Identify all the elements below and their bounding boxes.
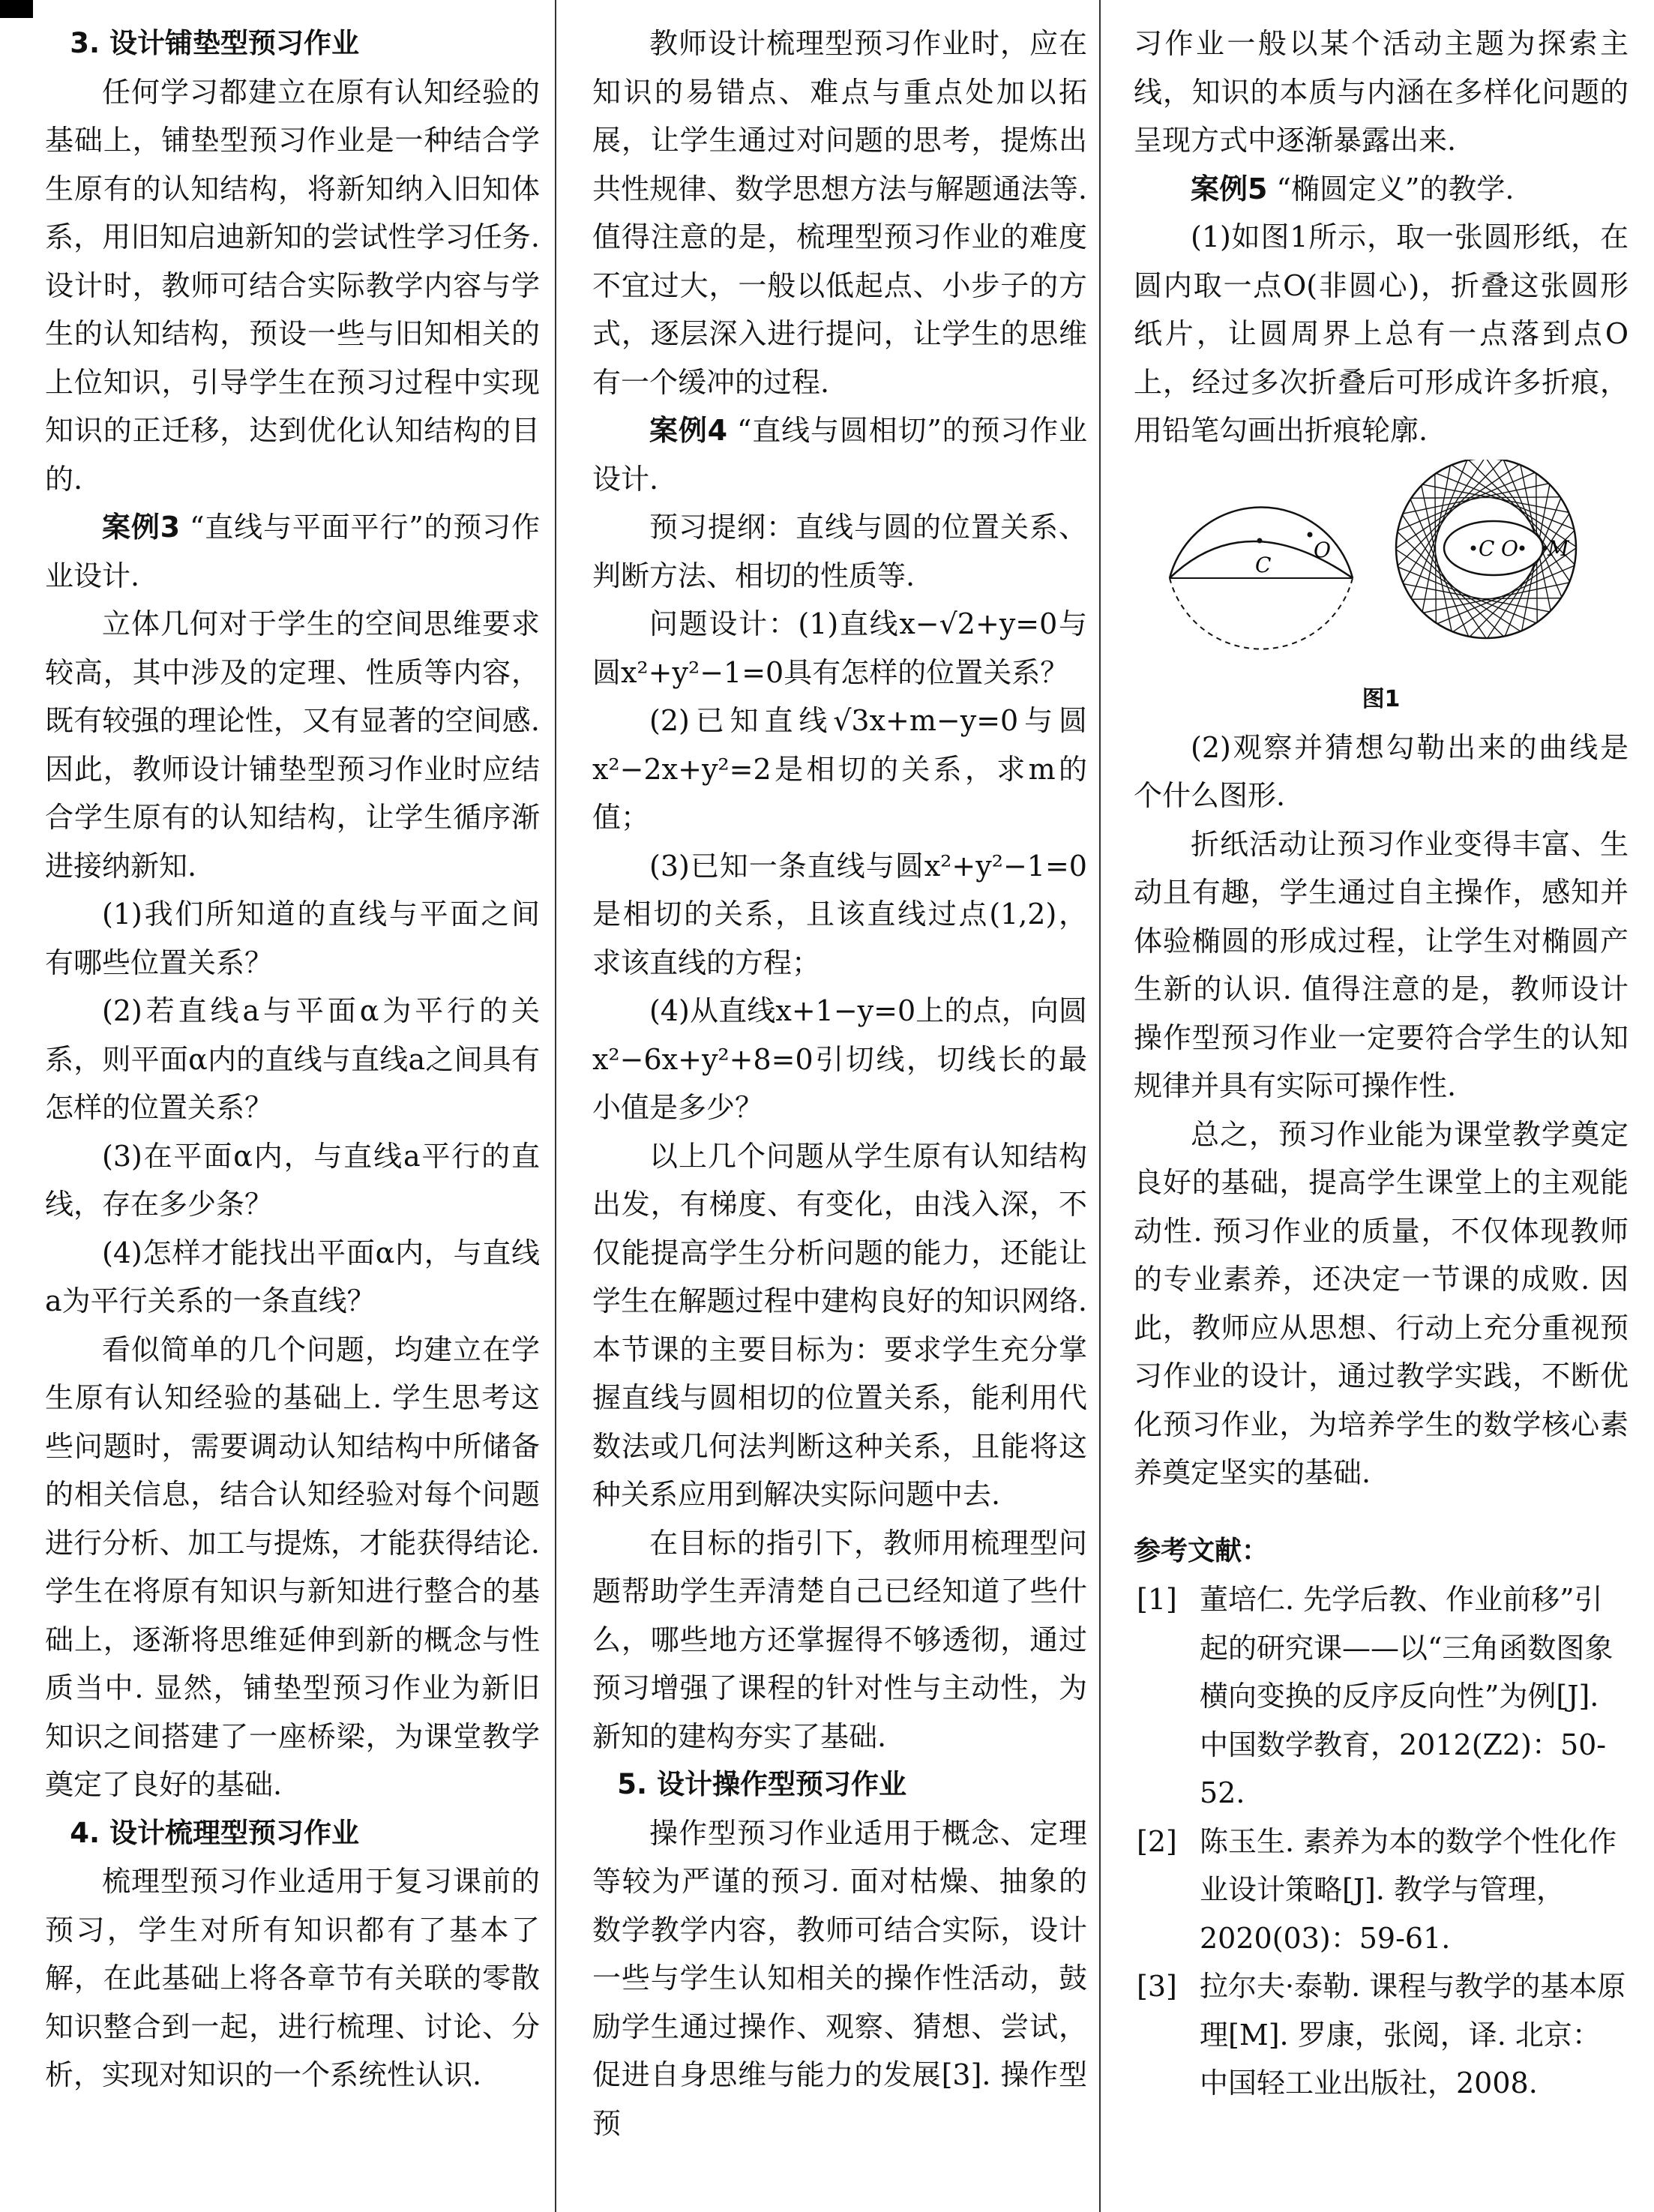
reference-text: 陈玉生. 素养为本的数学个性化作业设计策略[J]. 教学与管理，2020(03)：59-61. <box>1200 1824 1617 1955</box>
reference-item <box>1134 1818 1629 1963</box>
label-c: C <box>1255 552 1272 577</box>
step-item: (2)观察并猜想勾勒出来的曲线是个什么图形. <box>1134 730 1629 812</box>
question-item: 问题设计：(1)直线x−√2+y=0与圆x²+y²−1=0具有怎样的位置关系？ <box>592 607 1087 689</box>
reference-item <box>1134 1575 1629 1818</box>
crease-line <box>1412 598 1561 599</box>
outline-text: 预习提纲：直线与圆的位置关系、判断方法、相切的性质等. <box>592 511 1087 592</box>
question-item: (2)已知直线√3x+m−y=0与圆x²−2x+y²=2是相切的关系，求m的值； <box>592 704 1087 834</box>
step-item: (1)如图1所示，取一张圆形纸，在圆内取一点O(非圆心)，折叠这张圆形纸片，让圆周界上总有一点落到点O上，经过多次折叠后可形成许多折痕，用铅笔勾画出折痕轮廓. <box>1134 220 1629 447</box>
case-heading <box>45 503 540 600</box>
label-c: C <box>1479 535 1495 561</box>
crease-line <box>1403 483 1548 513</box>
label-o: O <box>1314 537 1331 562</box>
question-item: (4)怎样才能找出平面α内，与直线a为平行关系的一条直线？ <box>45 1236 540 1317</box>
reference-list <box>1134 1575 1629 2108</box>
paragraph: 操作型预习作业适用于概念、定理等较为严谨的预习. 面对枯燥、抽象的数学教学内容，教师可结合实际，设计一些与学生认知相关的操作性活动，鼓励学生通过操作、观察、猜想、尝试，促进自身思维与能力的发展[3]. 操作型预 <box>592 1816 1087 2140</box>
case-title: “椭圆定义”的教学. <box>1267 172 1515 205</box>
figure-drawing <box>1134 460 1629 685</box>
figure-caption: 图1 <box>1362 685 1401 712</box>
column-left <box>45 19 540 2209</box>
section-heading-4: 4. 设计梳理型预习作业 <box>70 1816 359 1849</box>
reference-item <box>1134 1962 1629 2108</box>
paragraph: 总之，预习作业能为课堂教学奠定良好的基础，提高学生课堂上的主观能动性. 预习作业的质量，不仅体现教师的专业素养，还决定一节课的成败. 因此，教师应从思想、行动上充分重视预习作业的设计，通过教学实践，不断优化预习作业，为培养学生的数学核心素养奠定坚实的基础. <box>1134 1117 1629 1489</box>
case-label: 案例3 <box>102 511 181 544</box>
column-middle <box>592 19 1087 2209</box>
question-item: (3)在平面α内，与直线a平行的直线，存在多少条？ <box>45 1139 540 1221</box>
case-heading <box>1134 165 1629 214</box>
paragraph: 立体几何对于学生的空间思维要求较高，其中涉及的定理、性质等内容，既有较强的理论性，又有显著的空间感. 因此，教师设计铺垫型预习作业时应结合学生原有的认知结构，让学生循序渐进接纳新知. <box>45 607 540 883</box>
question-item: (4)从直线x+1−y=0上的点，向圆x²−6x+y²+8=0引切线，切线长的最小值是多少？ <box>592 994 1087 1124</box>
paragraph: 教师设计梳理型预习作业时，应在知识的易错点、难点与重点处加以拓展，让学生通过对问题的思考，提炼出共性规律、数学思想方法与解题通法等. 值得注意的是，梳理型预习作业的难度不宜过大，一般以低起点、小步子的方式，逐层深入进行提问，让学生的思维有一个缓冲的过程. <box>592 27 1087 399</box>
crease-line <box>1424 582 1569 612</box>
section-heading-3: 3. 设计铺垫型预习作业 <box>70 27 359 59</box>
reference-number: [2] <box>1137 1824 1177 1858</box>
page-corner-mark <box>0 0 33 18</box>
paragraph: 折纸活动让预习作业变得丰富、生动且有趣，学生通过自主操作，感知并体验椭圆的形成过程，让学生对椭圆产生新的认识. 值得注意的是，教师设计操作型预习作业一定要符合学生的认知规律并具有实际可操作性. <box>1134 827 1629 1102</box>
case-label: 案例5 <box>1191 172 1268 205</box>
question-item: (1)我们所知道的直线与平面之间有哪些位置关系？ <box>45 898 540 979</box>
label-m: M <box>1548 535 1569 561</box>
reference-text: 拉尔夫·泰勒. 课程与教学的基本原理[M]. 罗康，张阅，译. 北京：中国轻工业出版社，2008. <box>1200 1970 1626 2100</box>
paragraph: 任何学习都建立在原有认知经验的基础上，铺垫型预习作业是一种结合学生原有的认知结构，将新知纳入旧知体系，用旧知启迪新知的尝试性学习任务. 设计时，教师可结合实际教学内容与学生的认知结构，预设一些与旧知相关的上位知识，引导学生在预习过程中实现知识的正迁移，达到优化认知结构的目的. <box>45 75 540 496</box>
column-divider <box>1099 0 1101 2212</box>
paragraph: 看似简单的几个问题，均建立在学生原有认知经验的基础上. 学生思考这些问题时，需要调动认知结构中所储备的相关信息，结合认知经验对每个问题进行分析、加工与提炼，才能获得结论. 学生在将原有知识与新知进行整合的基础上，逐渐将思维延伸到新的概念与性质当中. 显然，铺垫型预习作业为新旧知识之间搭建了一座桥梁，为课堂教学奠定了良好的基础. <box>45 1332 540 1801</box>
reference-text: 董培仁. 先学后教、作业前移”引起的研究课——以“三角函数图象横向变换的反序反向性”为例[J]. 中国数学教育，2012(Z2)：50-52. <box>1200 1583 1614 1809</box>
question-item: (3)已知一条直线与圆x²+y²−1=0是相切的关系，且该直线过点(1,2)，求该直线的方程； <box>592 849 1087 979</box>
reference-number: [1] <box>1137 1583 1177 1616</box>
figure-1 <box>1134 460 1629 685</box>
case-heading <box>592 406 1087 503</box>
crease-line <box>1435 474 1437 623</box>
case-title: “直线与圆相切”的预习作业设计. <box>592 414 1087 496</box>
folded-circle-diagram <box>1170 507 1353 649</box>
column-right <box>1134 19 1629 2209</box>
label-o: O <box>1501 535 1518 561</box>
crease-line <box>1411 496 1560 498</box>
paragraph: 以上几个问题从学生原有认知结构出发，有梯度、有变化，由浅入深，不仅能提高学生分析问题的能力，还能让学生在解题过程中建构良好的知识网络. 本节课的主要目标为：要求学生充分掌握直线与圆相切的位置关系，能利用代数法或几何法判断这种关系，且能将这种关系应用到解决实际问题中去. <box>592 1139 1087 1511</box>
reference-number: [3] <box>1137 1970 1177 2003</box>
paragraph: 梳理型预习作业适用于复习课前的预习，学生对所有知识都有了基本了解，在此基础上将各章节有关联的零散知识整合到一起，进行梳理、讨论、分析，实现对知识的一个系统性认识. <box>45 1865 540 2091</box>
paragraph: 习作业一般以某个活动主题为探索主线，知识的本质与内涵在多样化问题的呈现方式中逐渐暴露出来. <box>1134 27 1629 157</box>
column-divider <box>555 0 556 2212</box>
case-title: “直线与平面平行”的预习作业设计. <box>45 511 540 592</box>
paragraph: 在目标的指引下，教师用梳理型问题帮助学生弄清楚自己已经知道了些什么，哪些地方还掌握得不够透彻，通过预习增强了课程的针对性与主动性，为新知的建构夯实了基础. <box>592 1526 1087 1753</box>
case-label: 案例4 <box>649 414 728 447</box>
question-item: (2)若直线a与平面α为平行的关系，则平面α内的直线与直线a之间具有怎样的位置关系？ <box>45 994 540 1124</box>
references-title: 参考文献： <box>1134 1535 1269 1566</box>
section-heading-5: 5. 设计操作型预习作业 <box>617 1768 906 1800</box>
